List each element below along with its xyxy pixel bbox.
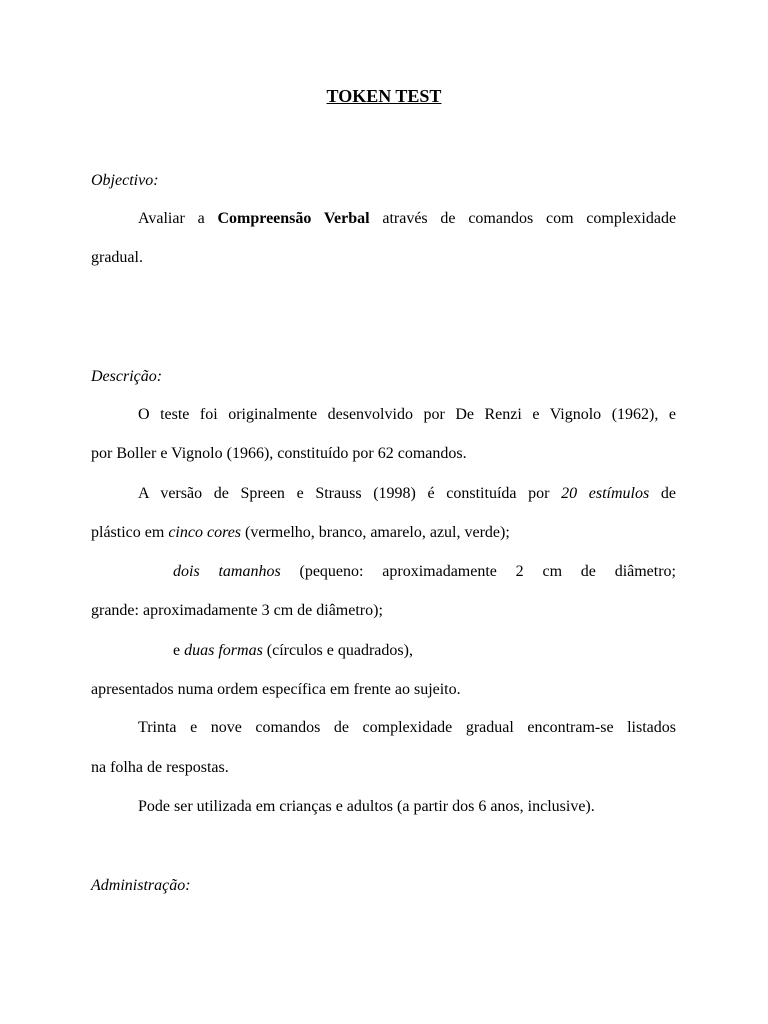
objectivo-text-b: através de comandos com complexidade xyxy=(382,210,677,227)
descricao-p3-line-2: grande: aproximadamente 3 cm de diâmetro); xyxy=(91,602,383,619)
objectivo-heading: Objectivo: xyxy=(91,172,159,189)
descricao-p3-line-1 xyxy=(173,561,676,583)
descricao-p3-text: (pequeno: aproximadamente 2 cm de diâmetro; xyxy=(299,563,677,580)
descricao-p2-text-a: A versão de Spreen e Strauss (1998) é constituída por xyxy=(138,485,550,502)
descricao-p6-line-2: na folha de respostas. xyxy=(91,759,229,776)
descricao-p2-italic: 20 estímulos xyxy=(561,485,650,502)
administracao-heading: Administração: xyxy=(91,877,191,894)
objectivo-text-a: Avaliar a xyxy=(138,210,205,227)
descricao-p1-line-2: por Boller e Vignolo (1966), constituído por 62 comandos. xyxy=(91,445,467,462)
descricao-p4-italic: duas formas xyxy=(184,642,263,659)
descricao-p2-line2-text-a: plástico em xyxy=(91,524,165,541)
descricao-p6-line-1: Trinta e nove comandos de complexidade gradual encontram-se listados xyxy=(138,719,676,736)
descricao-p2-line2-text-b: (vermelho, branco, amarelo, azul, verde); xyxy=(245,524,510,541)
descricao-p4-text-a: e xyxy=(173,642,181,659)
objectivo-paragraph-line-2: gradual. xyxy=(91,249,143,266)
descricao-p2-line-2 xyxy=(91,522,676,544)
descricao-p2-line-1 xyxy=(138,483,676,505)
descricao-heading: Descrição: xyxy=(91,368,163,385)
objectivo-paragraph-line-1 xyxy=(138,208,676,230)
descricao-p7: Pode ser utilizada em crianças e adultos (a partir dos 6 anos, inclusive). xyxy=(138,798,595,815)
descricao-p1-line-1: O teste foi originalmente desenvolvido por De Renzi e Vignolo (1962), e xyxy=(138,406,676,423)
document-title: TOKEN TEST xyxy=(326,86,442,106)
objectivo-bold-term: Compreensão Verbal xyxy=(217,210,370,227)
descricao-p3-italic: dois tamanhos xyxy=(173,563,281,580)
descricao-p4-text-b: (círculos e quadrados), xyxy=(266,642,413,659)
descricao-p4 xyxy=(173,640,676,662)
descricao-p5: apresentados numa ordem específica em frente ao sujeito. xyxy=(91,681,461,698)
descricao-p2-text-b: de xyxy=(660,485,676,502)
descricao-p2-line2-italic: cinco cores xyxy=(168,524,242,541)
